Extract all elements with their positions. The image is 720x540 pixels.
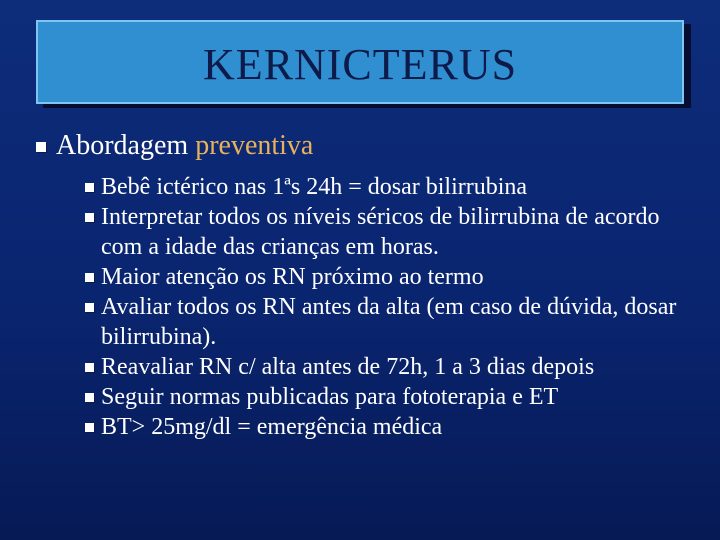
square-bullet-icon [85,213,94,222]
square-bullet-icon [36,142,46,152]
square-bullet-icon [85,183,94,192]
list-item [85,412,695,442]
square-bullet-icon [85,423,94,432]
list-item-text: BT> 25mg/dl = emergência médica [101,414,443,440]
square-bullet-icon [85,273,94,282]
list-item-text: Avaliar todos os RN antes da alta (em caso de dúvida, dosar bilirrubina). [101,294,677,350]
square-bullet-icon [85,363,94,372]
list-item-text: Seguir normas publicadas para fototerapia e ET [101,384,559,410]
heading-accent: preventiva [195,130,314,161]
heading-prefix: Abordagem [56,130,189,161]
list-item [85,262,695,292]
heading [36,130,313,162]
list-item [85,352,695,382]
list-item [85,172,695,202]
list-item [85,382,695,412]
list-item [85,292,695,352]
list-item [85,202,695,262]
list-item-text: Interpretar todos os níveis séricos de bilirrubina de acordo com a idade das crianças em horas. [101,204,660,260]
list-item-text: Maior atenção os RN próximo ao termo [101,264,484,290]
square-bullet-icon [85,303,94,312]
bullet-list [85,172,695,442]
list-item-text: Bebê ictérico nas 1ªs 24h = dosar bilirrubina [101,174,528,200]
list-item-text: Reavaliar RN c/ alta antes de 72h, 1 a 3 dias depois [101,354,595,380]
slide-title: KERNICTERUS [202,39,518,89]
square-bullet-icon [85,393,94,402]
title-box [36,20,684,104]
